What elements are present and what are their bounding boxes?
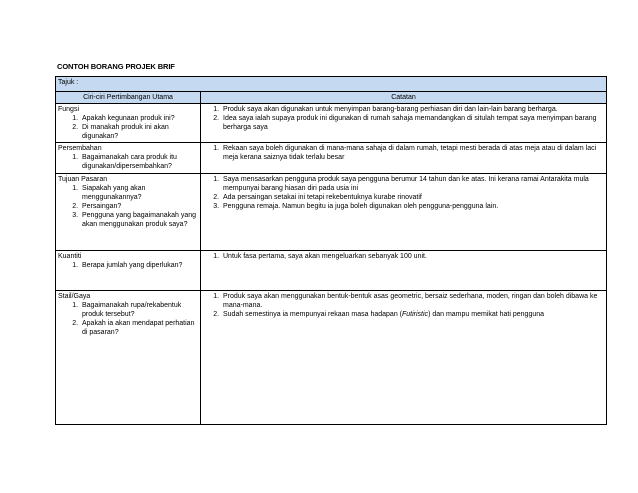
table-row	[56, 143, 607, 174]
brief-table	[55, 76, 607, 425]
criteria-title: Fungsi	[58, 106, 80, 113]
question-list	[58, 184, 198, 229]
notes-list	[203, 252, 604, 261]
criteria-cell	[56, 143, 201, 174]
table-row	[56, 251, 607, 291]
note-item: 2. Idea saya ialah supaya produk ini digunakan di rumah sahaja memandangkan di situlah tempat saya menyimpan barang berharga saya	[221, 114, 604, 132]
note-item: 1. Untuk fasa pertama, saya akan mengeluarkan sebanyak 100 unit.	[221, 252, 604, 261]
question-item: 2. Apakah ia akan mendapat perhatian di pasaran?	[80, 319, 198, 337]
note-item: 1. Rekaan saya boleh digunakan di mana-mana sahaja di dalam rumah, tetapi mesti berada di atas meja atau di dalam laci meja kerana saiznya tidak terlalu besar	[221, 144, 604, 162]
note-text: Sudah semestinya ia mempunyai rekaan masa hadapan (	[223, 311, 402, 318]
criteria-cell	[56, 104, 201, 143]
note-emphasis: Futiristic	[402, 311, 429, 318]
criteria-title: Tujuan Pasaran	[58, 176, 108, 183]
criteria-cell	[56, 251, 201, 291]
note-item	[221, 310, 604, 319]
note-item: 1. Produk saya akan menggunakan bentuk-bentuk asas geometric, bersaiz sederhana, moden, ringan dan boleh dibawa ke mana-mana.	[221, 292, 604, 310]
notes-cell[interactable]	[201, 104, 607, 143]
criteria-cell	[56, 291, 201, 425]
question-item: 1. Apakah kegunaan produk ini?	[80, 114, 198, 123]
tajuk-label[interactable]: Tajuk :	[56, 77, 607, 92]
notes-list	[203, 105, 604, 132]
note-item: 3. Pengguna remaja. Namun begitu ia juga boleh digunakan oleh pengguna-pengguna lain.	[221, 202, 604, 211]
column-header-row	[56, 92, 607, 104]
notes-cell[interactable]	[201, 291, 607, 425]
table-row	[56, 174, 607, 251]
tajuk-row	[56, 77, 607, 92]
note-item: 2. Ada persaingan setakai ini tetapi rekebentuknya kurabe rinovatif	[221, 193, 604, 202]
notes-cell[interactable]	[201, 251, 607, 291]
notes-list	[203, 175, 604, 211]
note-item: 1. Saya mensasarkan pengguna produk saya pengguna berumur 14 tahun dan ke atas. Ini kerana ramai Antarakita mula mempunyai barang hiasan diri pada usia ini	[221, 175, 604, 193]
note-text: ) dan mampu memikat hati pengguna	[428, 311, 545, 318]
note-item: 1. Produk saya akan digunakan untuk menyimpan barang-barang perhiasan diri dan lain-lain barang berharga.	[221, 105, 604, 114]
question-list	[58, 301, 198, 337]
question-list	[58, 153, 198, 171]
document-title: CONTOH BORANG PROJEK BRIF	[57, 62, 175, 71]
table-row	[56, 291, 607, 425]
notes-list	[203, 292, 604, 319]
question-item: 2. Persaingan?	[80, 202, 198, 211]
question-item: 1. Bagaimanakah cara produk itu digunakan/dipersembahkan?	[80, 153, 198, 171]
criteria-title: Persembahan	[58, 145, 102, 152]
question-item: 1. Berapa jumlah yang diperlukan?	[80, 261, 198, 270]
question-item: 3. Pengguna yang bagaimanakah yang akan menggunakan produk saya?	[80, 211, 198, 229]
notes-list	[203, 144, 604, 162]
notes-cell[interactable]	[201, 143, 607, 174]
question-list	[58, 261, 198, 270]
question-item: 1. Bagaimanakah rupa/rekabentuk produk tersebut?	[80, 301, 198, 319]
criteria-title: Kuantiti	[58, 253, 82, 260]
question-list	[58, 114, 198, 141]
criteria-title: Stail/Gaya	[58, 293, 91, 300]
question-item: 2. Di manakah produk ini akan digunakan?	[80, 123, 198, 141]
question-item: 1. Siapakah yang akan menggunakannya?	[80, 184, 198, 202]
table-row	[56, 104, 607, 143]
column-header-notes: Catatan	[201, 92, 607, 104]
criteria-cell	[56, 174, 201, 251]
notes-cell[interactable]	[201, 174, 607, 251]
column-header-criteria: Ciri-ciri Pertimbangan Utama	[56, 92, 201, 104]
